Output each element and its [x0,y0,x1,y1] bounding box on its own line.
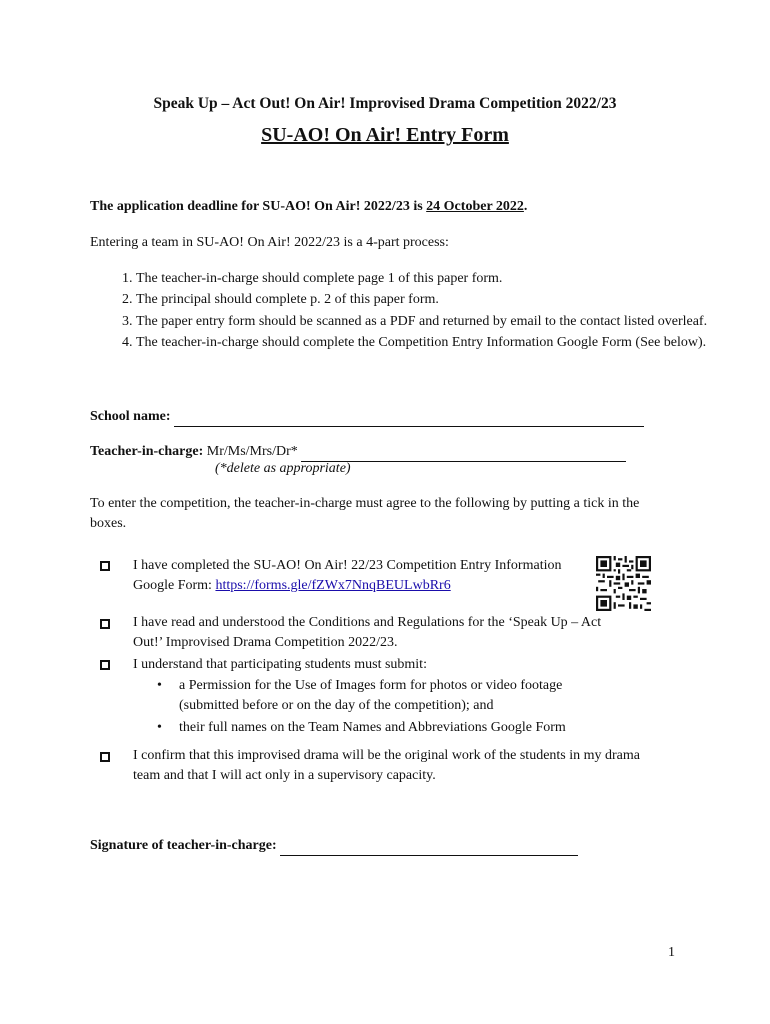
qr-code-icon [596,556,651,611]
process-steps [90,269,728,354]
step-item: 1. The teacher-in-charge should complete page 1 of this paper form. [136,269,728,289]
step-item: 3. The paper entry form should be scanned as a PDF and returned by email to the contact listed overleaf. [136,312,728,332]
school-name-label: School name: [90,409,171,424]
teacher-label: Teacher-in-charge: [90,444,204,459]
checklist-item-1 [133,556,573,597]
checklist-item-3: I understand that participating students must submit: [133,657,427,672]
checkbox-icon[interactable] [100,752,110,762]
school-name-line[interactable] [174,411,644,427]
agree-intro: To enter the competition, the teacher-in-charge must agree to the following by putting a tick in the boxes. [90,496,640,532]
deadline-suffix: . [523,199,528,214]
deadline-statement [90,197,670,217]
school-name-field [90,407,644,427]
form-title: SU-AO! On Air! Entry Form [261,124,509,146]
bullet-item: • their full names on the Team Names and Abbreviations Google Form [179,718,619,738]
signature-label: Signature of teacher-in-charge: [90,838,277,853]
process-intro: Entering a team in SU-AO! On Air! 2022/23 is a 4-part process: [90,235,449,250]
signature-field [90,836,578,856]
signature-line[interactable] [280,840,578,856]
bullet-item: • a Permission for the Use of Images form for photos or video footage (submitted before or on the day of the competition); and [179,676,619,717]
teacher-titles: Mr/Ms/Mrs/Dr* [203,444,298,459]
checkbox-icon[interactable] [100,561,110,571]
deadline-prefix: The application deadline for SU-AO! On Air! 2022/23 is [90,199,427,214]
deadline-date: 24 October 2022 [426,199,524,214]
step-item: 4. The teacher-in-charge should complete the Competition Entry Information Google Form (See below). [136,333,728,353]
checkbox-icon[interactable] [100,660,110,670]
competition-title: Speak Up – Act Out! On Air! Improvised Drama Competition 2022/23 [153,95,617,112]
checklist-item-4: I confirm that this improvised drama will be the original work of the students in my drama team and that I will act only in a supervisory capacity. [133,748,641,784]
checklist-item-1-text: I have completed the SU-AO! On Air! 22/23 Competition Entry Information Google Form: [133,558,562,594]
step-item: 2. The principal should complete p. 2 of this paper form. [136,290,728,310]
page-number: 1 [668,945,675,960]
google-form-link[interactable]: https://forms.gle/fZWx7NnqBEULwbRr6 [215,578,451,594]
checkbox-icon[interactable] [100,619,110,629]
teacher-note: (*delete as appropriate) [215,461,351,476]
teacher-field [90,442,626,462]
checklist-item-2: I have read and understood the Conditions and Regulations for the ‘Speak Up – Act Out!’ Improvised Drama Competition 2022/23. [133,615,602,651]
submission-bullets [155,676,619,739]
